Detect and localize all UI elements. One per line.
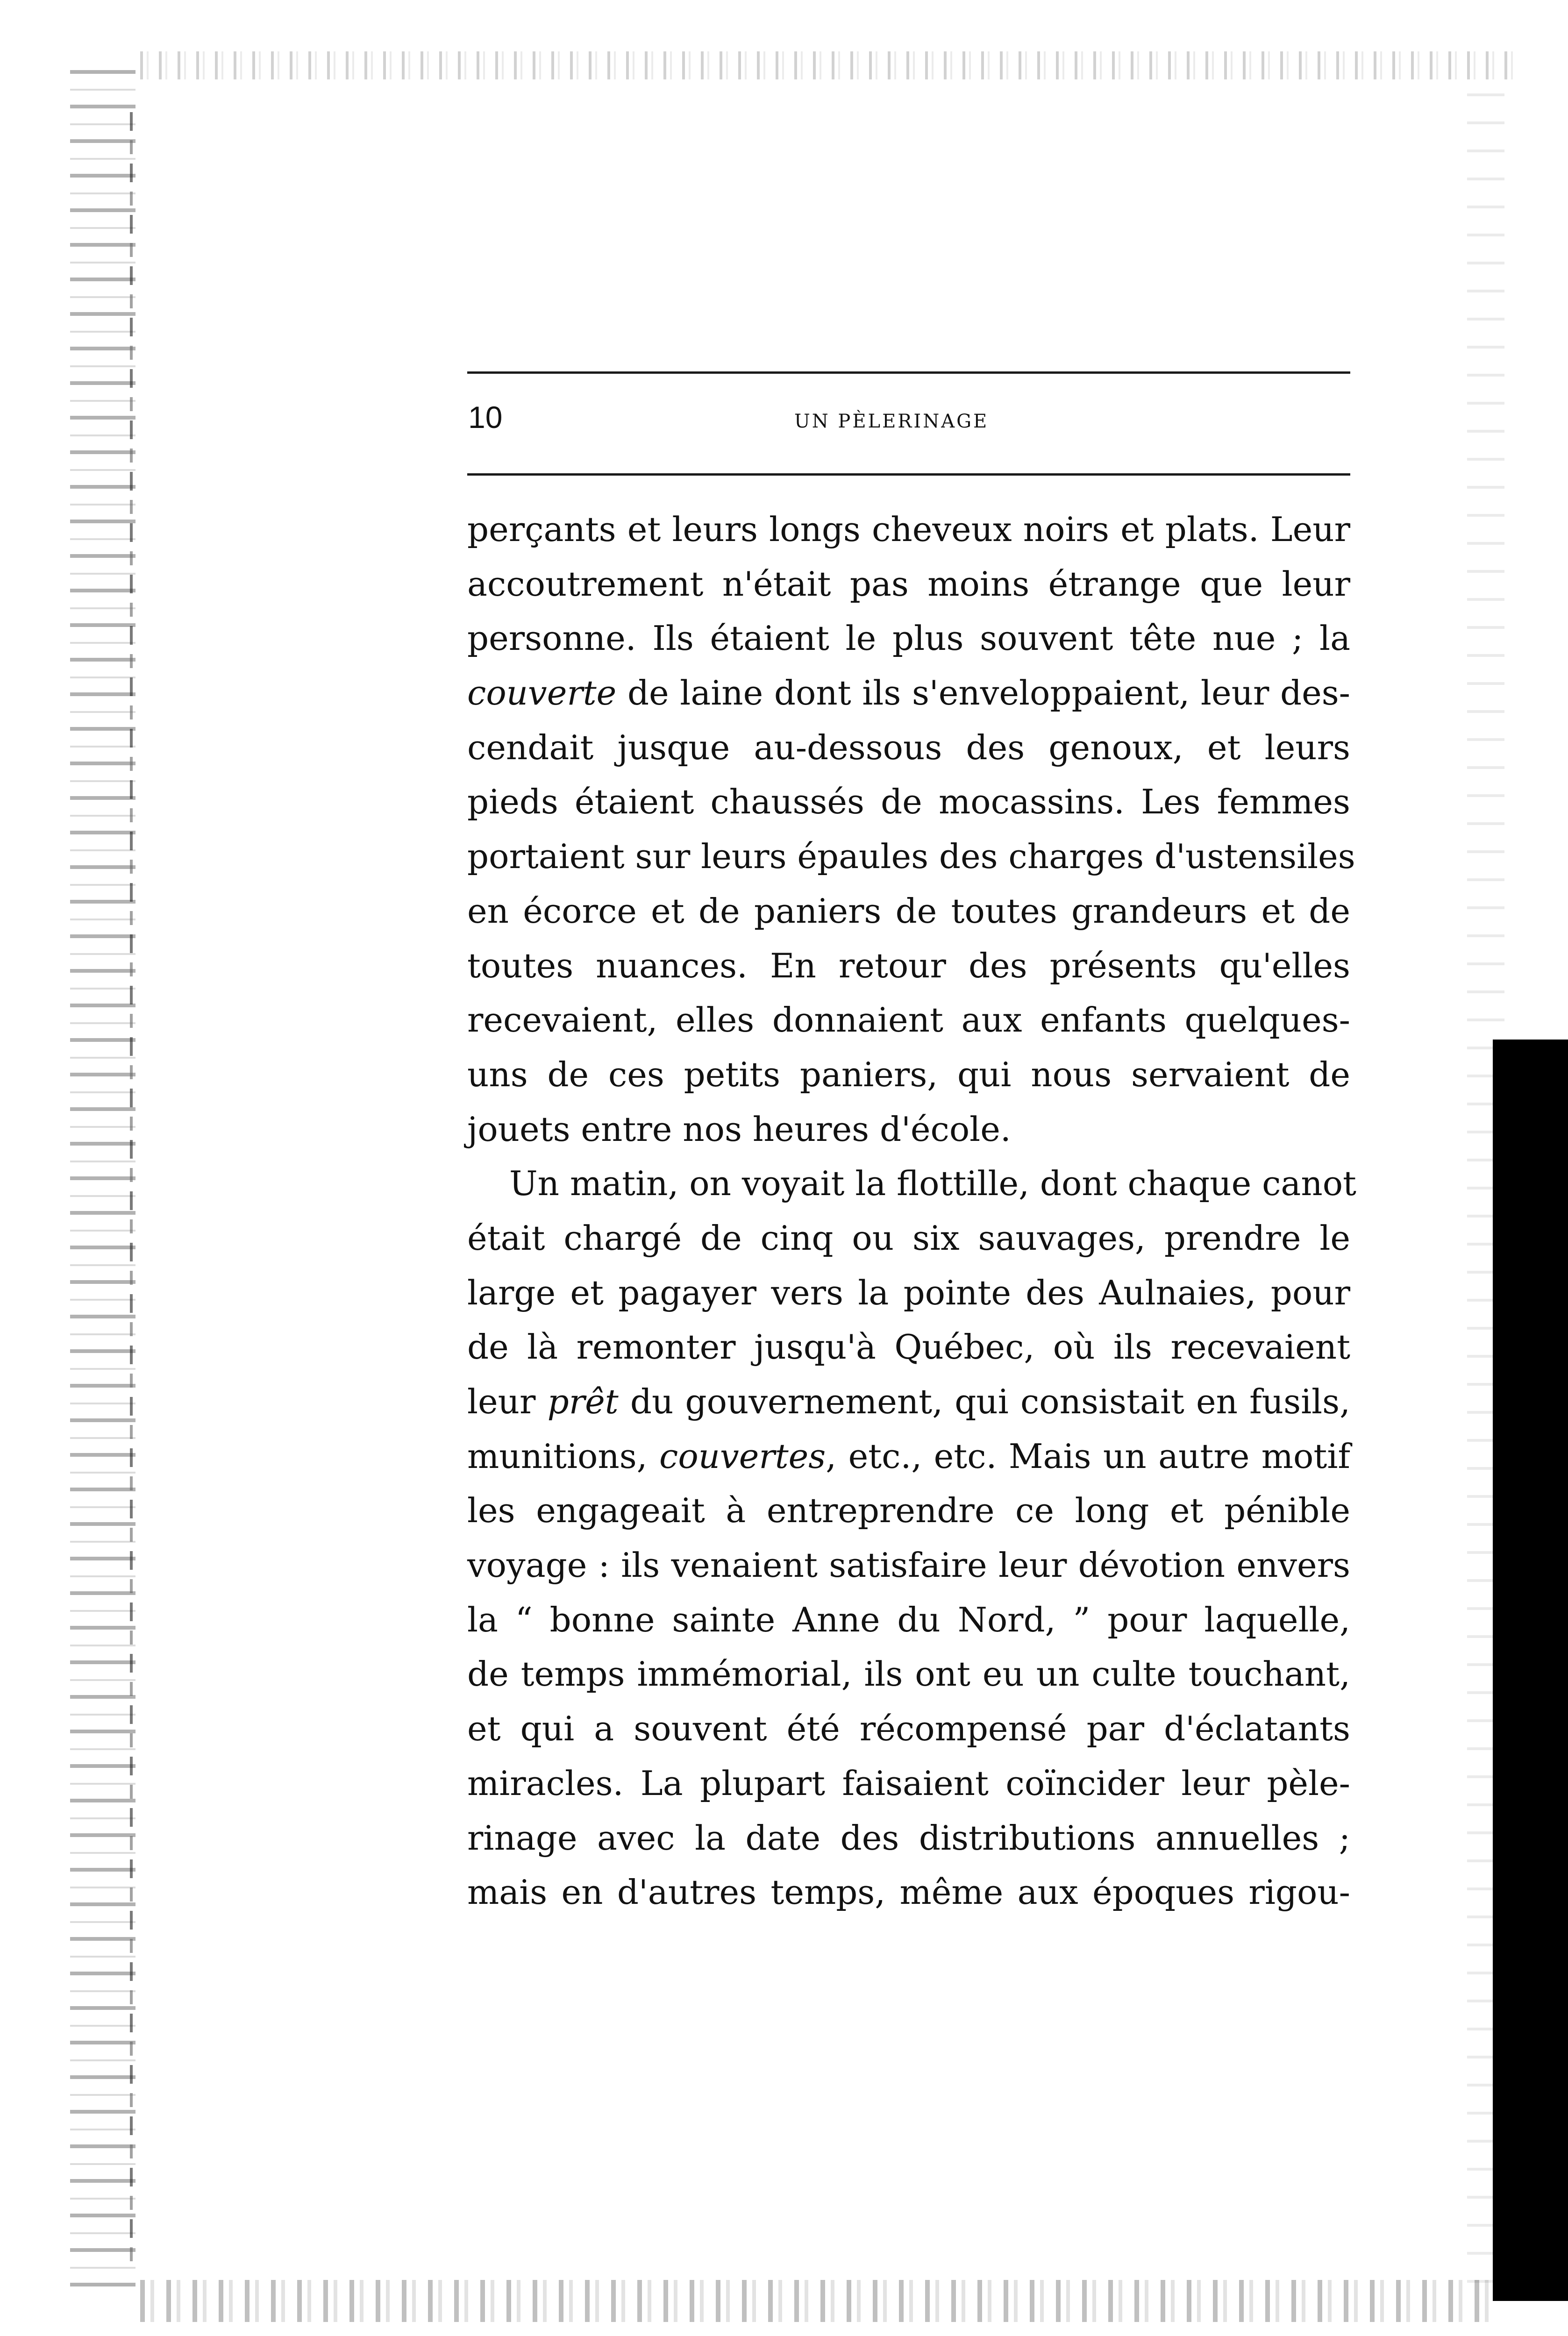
text-line: accoutrement n'était pas moins étrange que leur bbox=[467, 564, 1350, 604]
text-line: portaient sur leurs épaules des charges d'ustensiles bbox=[467, 837, 1355, 876]
italic-term: couvertes bbox=[659, 1436, 826, 1476]
text-line: en écorce et de paniers de toutes grandeurs et de bbox=[467, 891, 1350, 931]
scan-dark-margin bbox=[1493, 1040, 1568, 2301]
text-line: Un matin, on voyait la flottille, dont chaque canot bbox=[509, 1164, 1356, 1204]
body-text bbox=[467, 502, 1356, 1920]
scan-noise-bottom bbox=[140, 2280, 1495, 2322]
text-segment: munitions, bbox=[467, 1436, 659, 1476]
text-line: voyage : ils venaient satisfaire leur dévotion envers bbox=[467, 1545, 1350, 1585]
italic-term: couverte bbox=[467, 673, 617, 713]
text-line: large et pagayer vers la pointe des Aulnaies, pour bbox=[467, 1273, 1350, 1312]
text-line: miracles. La plupart faisaient coïncider leur pèle- bbox=[467, 1763, 1350, 1803]
italic-term: prêt bbox=[547, 1382, 619, 1421]
scan-noise-top bbox=[140, 51, 1518, 79]
text-line: jouets entre nos heures d'école. bbox=[467, 1109, 1011, 1149]
text-line bbox=[467, 666, 1350, 720]
text-line: et qui a souvent été récompensé par d'éclatants bbox=[467, 1709, 1350, 1749]
scan-binding-edge bbox=[130, 112, 133, 2261]
running-title: UN PÈLERINAGE bbox=[794, 411, 989, 432]
header-rule-top bbox=[467, 371, 1350, 374]
text-line: était chargé de cinq ou six sauvages, prendre le bbox=[467, 1218, 1350, 1258]
text-line: rinage avec la date des distributions annuelles ; bbox=[467, 1818, 1350, 1858]
text-line bbox=[467, 1429, 1350, 1484]
text-line bbox=[467, 1375, 1350, 1429]
text-line: cendait jusque au-dessous des genoux, et leurs bbox=[467, 727, 1350, 767]
page-number: 10 bbox=[468, 400, 503, 434]
paragraph-2 bbox=[467, 1156, 1356, 1920]
text-segment: , etc., etc. Mais un autre motif bbox=[826, 1436, 1350, 1476]
text-line: personne. Ils étaient le plus souvent tête nue ; la bbox=[467, 619, 1350, 658]
text-line: toutes nuances. En retour des présents qu'elles bbox=[467, 946, 1350, 985]
scan-noise-left bbox=[70, 56, 135, 2299]
text-line: la “ bonne sainte Anne du Nord, ” pour laquelle, bbox=[467, 1600, 1350, 1639]
text-line: mais en d'autres temps, même aux époques rigou- bbox=[467, 1873, 1350, 1912]
text-segment: du gouvernement, qui consistait en fusils, bbox=[618, 1382, 1351, 1421]
text-line: recevaient, elles donnaient aux enfants quelques- bbox=[467, 1000, 1350, 1040]
text-line: pieds étaient chaussés de mocassins. Les femmes bbox=[467, 782, 1350, 822]
text-segment: leur bbox=[467, 1382, 548, 1421]
text-line: uns de ces petits paniers, qui nous servaient de bbox=[467, 1054, 1350, 1094]
paragraph-1 bbox=[467, 502, 1355, 1156]
text-line: perçants et leurs longs cheveux noirs et plats. Leur bbox=[467, 510, 1350, 549]
text-line: de temps immémorial, ils ont eu un culte touchant, bbox=[467, 1654, 1350, 1694]
text-segment: de laine dont ils s'enveloppaient, leur des- bbox=[616, 673, 1350, 713]
text-line: les engageait à entreprendre ce long et pénible bbox=[467, 1491, 1350, 1531]
header-rule-bottom bbox=[467, 473, 1350, 476]
text-line: de là remonter jusqu'à Québec, où ils recevaient bbox=[467, 1327, 1350, 1367]
